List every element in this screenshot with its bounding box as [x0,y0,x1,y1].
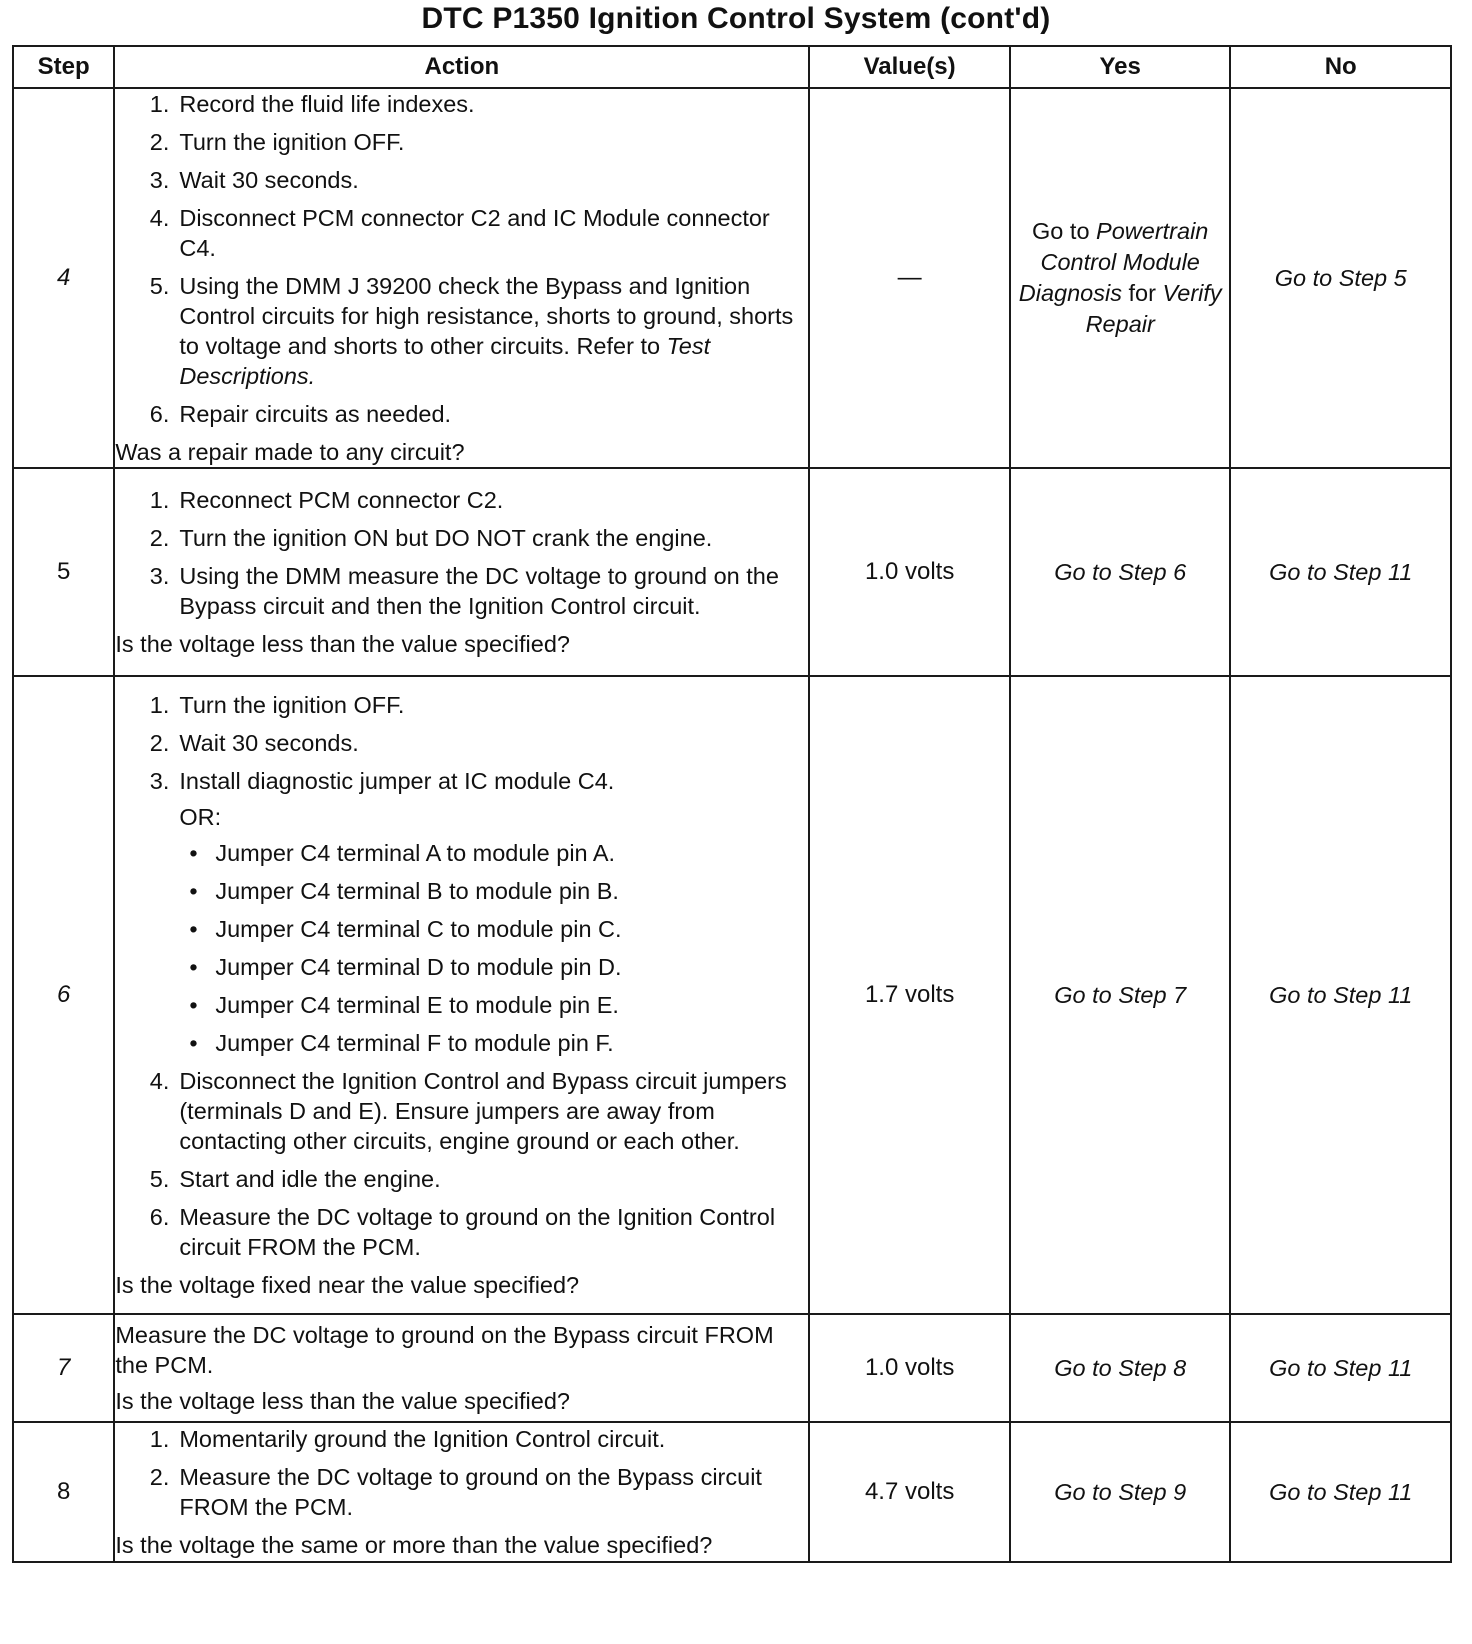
value-cell: 1.0 volts [809,468,1010,676]
table-row-step-7 [13,1314,1451,1422]
list-item: 4. Disconnect PCM connector C2 and IC Module connector C4. [149,205,770,261]
action-steps [115,1424,808,1522]
step-number: 8 [13,1422,114,1562]
list-item: 6. Repair circuits as needed. [149,401,452,427]
header-yes: Yes [1010,46,1231,88]
list-item: 2. Turn the ignition OFF. [149,129,405,155]
no-cell: Go to Step 5 [1230,88,1451,468]
table-row-step-8 [13,1422,1451,1562]
yes-cell: Go to Step 6 [1010,468,1231,676]
value-cell: 1.7 volts [809,676,1010,1314]
list-item: 4. Disconnect the Ignition Control and Bypass circuit jumpers (terminals D and E). Ensure jumpers are away from contacting other circuits, engine ground or each other. [149,1068,787,1154]
list-item: • Jumper C4 terminal D to module pin D. [189,954,622,980]
list-item: 1. Record the fluid life indexes. [149,91,475,117]
or-label: OR: [179,804,222,830]
question: Is the voltage less than the value specified? [115,1388,570,1414]
yes-cell: Go to Step 8 [1010,1314,1231,1422]
list-item: 1. Momentarily ground the Ignition Control circuit. [149,1426,666,1452]
list-item: 6. Measure the DC voltage to ground on the Ignition Control circuit FROM the PCM. [149,1204,776,1260]
header-step: Step [13,46,114,88]
action-steps [115,485,808,621]
diagnostic-table [12,45,1452,1563]
list-item: 2. Turn the ignition ON but DO NOT crank the engine. [149,525,713,551]
step-number: 4 [13,88,114,468]
list-item: 5. Using the DMM J 39200 check the Bypass and Ignition Control circuits for high resistance, shorts to ground, shorts to voltage and shorts to other circuits. Refer to Test Descriptions. [149,273,794,389]
table-row-step-5 [13,468,1451,676]
list-item: 3. Install diagnostic jumper at IC module C4. OR: • Jumper C4 terminal A to module pin A. • Jumper C4 terminal B to module pin B. • Jumper C4 terminal C to module pin C. • Jumper C4 terminal D to module pin D. • Jumper C4 terminal E to module pin E. • Jumper C4 terminal F to module pin F. [115,766,808,1058]
value-cell: 4.7 volts [809,1422,1010,1562]
action-steps [115,690,808,1262]
action-cell [114,468,809,676]
action-cell [114,88,809,468]
jumper-list [179,838,808,1058]
no-cell: Go to Step 11 [1230,1314,1451,1422]
step-number: 6 [13,676,114,1314]
yes-cell: Go to Step 7 [1010,676,1231,1314]
list-item: 3. Wait 30 seconds. [149,167,359,193]
list-item: 2. Wait 30 seconds. [149,730,359,756]
list-item: • Jumper C4 terminal E to module pin E. [189,992,619,1018]
yes-cell: Go to Powertrain Control Module Diagnosis for Verify Repair [1010,88,1231,468]
table-row-step-4 [13,88,1451,468]
list-item: 1. Reconnect PCM connector C2. [149,487,504,513]
no-cell: Go to Step 11 [1230,676,1451,1314]
header-no: No [1230,46,1451,88]
page-title: DTC P1350 Ignition Control System (cont'd) [421,2,1051,35]
header-row [13,46,1451,88]
list-item: 2. Measure the DC voltage to ground on the Bypass circuit FROM the PCM. [149,1464,762,1520]
value-cell: — [809,88,1010,468]
question: Is the voltage the same or more than the value specified? [115,1532,713,1558]
step-number: 5 [13,468,114,676]
list-item: • Jumper C4 terminal F to module pin F. [189,1030,614,1056]
action-text: Measure the DC voltage to ground on the Bypass circuit FROM the PCM. [115,1322,774,1378]
list-item: • Jumper C4 terminal A to module pin A. [189,840,616,866]
list-item: 5. Start and idle the engine. [149,1166,441,1192]
list-item: • Jumper C4 terminal B to module pin B. [189,878,619,904]
header-action: Action [114,46,809,88]
list-item: 1. Turn the ignition OFF. [149,692,405,718]
step-number: 7 [13,1314,114,1422]
table-row-step-6 [13,676,1451,1314]
action-steps [115,89,808,429]
yes-cell: Go to Step 9 [1010,1422,1231,1562]
action-cell [114,1422,809,1562]
question: Is the voltage fixed near the value specified? [115,1272,580,1298]
action-cell [114,1314,809,1422]
value-cell: 1.0 volts [809,1314,1010,1422]
question: Was a repair made to any circuit? [115,439,465,465]
header-values: Value(s) [809,46,1010,88]
no-cell: Go to Step 11 [1230,1422,1451,1562]
question: Is the voltage less than the value specified? [115,631,570,657]
no-cell: Go to Step 11 [1230,468,1451,676]
action-cell [114,676,809,1314]
list-item: 3. Using the DMM measure the DC voltage to ground on the Bypass circuit and then the Ignition Control circuit. [149,563,779,619]
list-item: • Jumper C4 terminal C to module pin C. [189,916,622,942]
